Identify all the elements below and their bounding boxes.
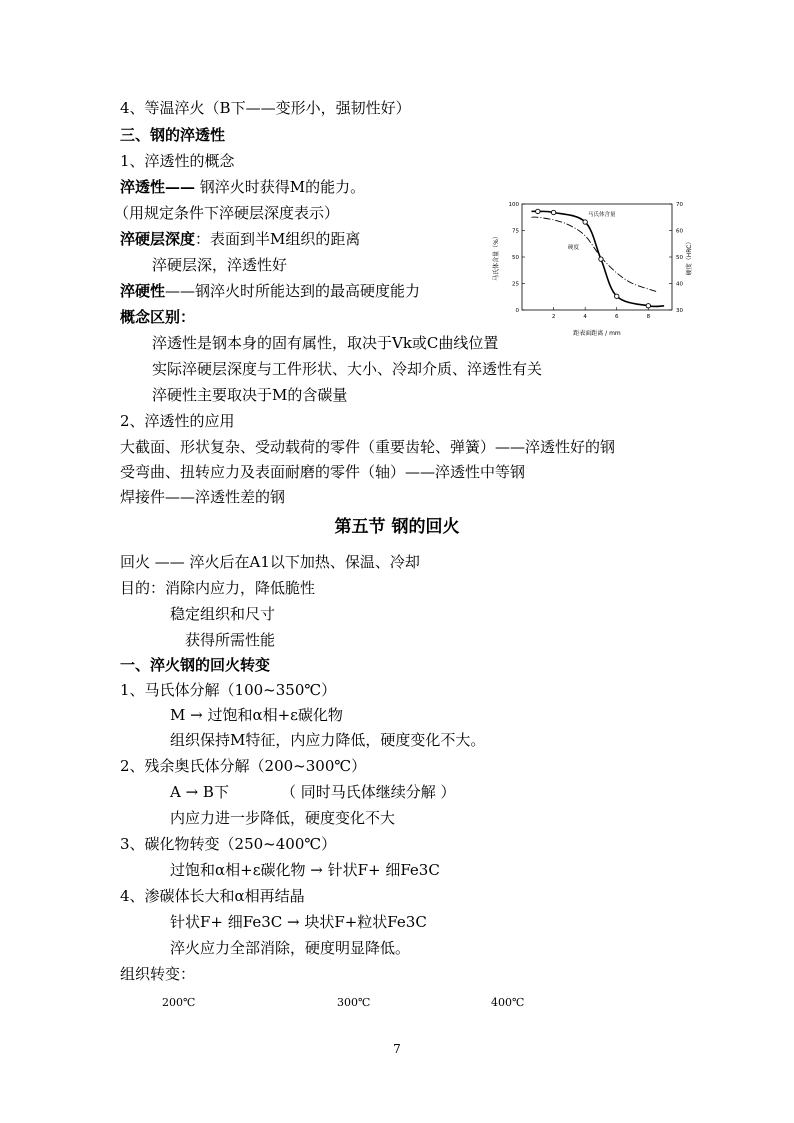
text-line-cementite-reaction: 针状F+ 细Fe3C → 块状F+粒状Fe3C bbox=[170, 913, 427, 931]
term-hardenability: 淬透性—— bbox=[120, 178, 196, 196]
text-line-hardness-capacity-def bbox=[120, 281, 420, 301]
y-tick-label: 0 bbox=[515, 308, 519, 314]
term-hardness-capacity: 淬硬性 bbox=[120, 282, 166, 300]
subheading-martensite-decomposition: 1、马氏体分解（100~350℃） bbox=[120, 681, 337, 699]
y2-axis-label: 硬度（HRC） bbox=[686, 238, 693, 276]
subheading-cementite-growth: 4、渗碳体长大和α相再结晶 bbox=[120, 887, 305, 905]
text-line-depth-def bbox=[120, 229, 360, 249]
text-line-austenite-note: 内应力进一步降低，硬度变化不大 bbox=[170, 809, 396, 827]
martensite-data-point bbox=[583, 220, 587, 224]
definition-hardened-depth: ：表面到半M组织的距离 bbox=[195, 230, 361, 248]
legend-hardness-label: 硬度 bbox=[568, 245, 580, 251]
section-heading-tempering-transformation: 一、淬火钢的回火转变 bbox=[120, 656, 271, 674]
hardenability-chart bbox=[488, 192, 700, 342]
text-line-difference-1: 淬透性是钢本身的固有属性，取决于Vk或C曲线位置 bbox=[152, 334, 499, 352]
x-tick-label: 2 bbox=[551, 314, 556, 320]
term-hardened-depth: 淬硬层深度 bbox=[120, 230, 196, 248]
subheading-concept: 1、淬透性的概念 bbox=[120, 152, 235, 170]
x-axis-label: 距表面距离 / mm bbox=[573, 330, 621, 337]
subheading-structure-change: 组织转变： bbox=[120, 965, 196, 983]
y-tick-label: 100 bbox=[508, 202, 519, 208]
text-line-cementite-note: 淬火应力全部消除，硬度明显降低。 bbox=[170, 939, 411, 957]
plot-frame bbox=[522, 204, 672, 310]
martensite-data-point bbox=[536, 209, 540, 213]
martensite-curve bbox=[532, 211, 665, 306]
y-tick-label: 50 bbox=[512, 255, 519, 261]
definition-hardness-capacity: ——钢淬火时所能达到的最高硬度能力 bbox=[165, 282, 421, 300]
text-line-purpose-3: 获得所需性能 bbox=[185, 631, 276, 649]
subheading-application: 2、淬透性的应用 bbox=[120, 412, 235, 430]
text-line-martensite-reaction: M → 过饱和α相+ε碳化物 bbox=[170, 706, 343, 724]
text-line-depth-note: （用规定条件下淬硬层深度表示） bbox=[114, 204, 340, 222]
temperature-label-300: 300℃ bbox=[337, 996, 371, 1009]
section-heading-hardenability: 三、钢的淬透性 bbox=[120, 126, 226, 144]
y-axis-label: 马氏体含量（%） bbox=[493, 233, 500, 281]
y-tick-label: 25 bbox=[512, 281, 519, 288]
subheading-concept-difference: 概念区别： bbox=[120, 308, 196, 326]
hardness-curve bbox=[532, 217, 657, 291]
austenite-reaction-note: （ 同时马氏体继续分解 ） bbox=[280, 783, 456, 801]
section-title-tempering: 第五节 钢的回火 bbox=[334, 517, 460, 537]
x-tick-label: 8 bbox=[646, 314, 651, 320]
martensite-data-point bbox=[551, 210, 555, 214]
text-line-application-2: 受弯曲、扭转应力及表面耐磨的零件（轴）——淬透性中等钢 bbox=[120, 463, 526, 481]
text-line-hardenability-def bbox=[120, 177, 365, 197]
x-tick-label: 4 bbox=[583, 314, 587, 320]
text-line-tempering-def: 回火 —— 淬火后在A1以下加热、保温、冷却 bbox=[120, 553, 420, 571]
text-line-deeper-better: 淬硬层深，淬透性好 bbox=[152, 256, 288, 274]
y2-tick-label: 70 bbox=[676, 202, 683, 208]
legend-martensite-label: 马氏体含量 bbox=[588, 212, 616, 218]
text-line-martensite-note: 组织保持M特征，内应力降低，硬度变化不大。 bbox=[170, 731, 486, 749]
text-line-application-1: 大截面、形状复杂、受动载荷的零件（重要齿轮、弹簧）——淬透性好的钢 bbox=[120, 438, 616, 456]
martensite-data-point bbox=[646, 304, 650, 308]
text-line-difference-2: 实际淬硬层深度与工件形状、大小、冷却介质、淬透性有关 bbox=[152, 360, 543, 378]
text-line-carbide-reaction: 过饱和α相+ε碳化物 → 针状F+ 细Fe3C bbox=[170, 861, 440, 879]
text-line-isothermal-quench: 4、等温淬火（B下——变形小，强韧性好） bbox=[120, 99, 411, 117]
y-tick-label: 75 bbox=[512, 228, 519, 235]
austenite-reaction: A → B下 bbox=[170, 783, 229, 801]
text-line-purpose-2: 稳定组织和尺寸 bbox=[170, 605, 276, 623]
temperature-label-400: 400℃ bbox=[491, 996, 525, 1009]
temperature-label-200: 200℃ bbox=[162, 996, 196, 1009]
subheading-carbide-transformation: 3、碳化物转变（250~400℃） bbox=[120, 835, 337, 853]
text-line-difference-3: 淬硬性主要取决于M的含碳量 bbox=[152, 386, 348, 404]
martensite-data-point bbox=[615, 294, 619, 298]
subheading-retained-austenite: 2、残余奥氏体分解（200~300℃） bbox=[120, 757, 367, 775]
y2-tick-label: 40 bbox=[676, 281, 683, 288]
x-tick-label: 6 bbox=[614, 314, 619, 320]
y2-tick-label: 30 bbox=[676, 308, 683, 314]
text-line-purpose: 目的：消除内应力，降低脆性 bbox=[120, 579, 316, 597]
text-line-austenite-reaction bbox=[170, 782, 456, 802]
y2-tick-label: 60 bbox=[676, 228, 683, 235]
text-line-application-3: 焊接件——淬透性差的钢 bbox=[120, 488, 286, 506]
definition-hardenability: 钢淬火时获得M的能力。 bbox=[195, 178, 366, 196]
page-number: 7 bbox=[393, 1042, 401, 1056]
y2-tick-label: 50 bbox=[676, 255, 683, 261]
martensite-data-point bbox=[599, 257, 603, 261]
